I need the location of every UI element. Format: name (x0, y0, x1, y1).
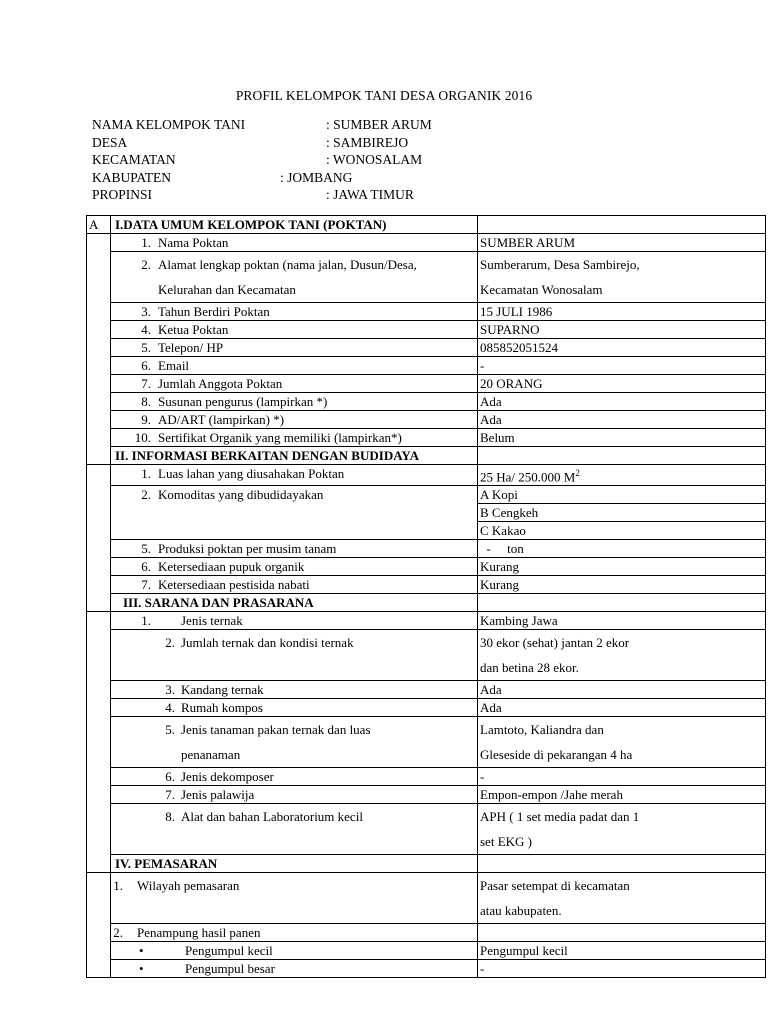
item-value: - (478, 960, 766, 978)
info-row-propinsi (92, 186, 692, 204)
item-value: Empon-empon /Jahe merah (478, 786, 766, 804)
table-row (87, 960, 766, 978)
item-number: 1. (141, 466, 151, 481)
table-row (87, 630, 766, 681)
item-value: dan betina 28 ekor. (480, 660, 579, 676)
item-value: atau kabupaten. (480, 903, 562, 919)
info-label: PROPINSI (92, 187, 153, 202)
table-row (87, 429, 766, 447)
item-number: 9. (141, 412, 151, 427)
table-row (87, 375, 766, 393)
section-title: II. INFORMASI BERKAITAN DENGAN BUDIDAYA (111, 447, 478, 465)
item-value: Ada (478, 681, 766, 699)
item-number: 6. (165, 769, 175, 785)
item-label: Email (158, 358, 190, 373)
info-row-kabupaten (92, 169, 692, 187)
section-row (87, 594, 766, 612)
info-label: KABUPATEN (92, 169, 172, 185)
item-value: - ton (478, 540, 766, 558)
superscript: 2 (575, 468, 580, 478)
item-value: SUMBER ARUM (478, 234, 766, 252)
item-label: Pengumpul besar (185, 961, 275, 977)
item-label: Pengumpul kecil (185, 943, 273, 959)
header-info (92, 116, 692, 204)
info-value: : SUMBER ARUM (326, 117, 432, 132)
item-label: Tahun Berdiri Poktan (158, 304, 270, 319)
info-row-nama (92, 116, 692, 134)
item-number: 10. (134, 430, 151, 445)
section-title: I.DATA UMUM KELOMPOK TANI (POKTAN) (111, 216, 478, 234)
table-row (87, 234, 766, 252)
item-value: - (478, 357, 766, 375)
item-number: 2. (165, 635, 175, 651)
table-row (87, 924, 766, 942)
item-value: set EKG ) (480, 834, 532, 850)
item-value: 15 JULI 1986 (478, 303, 766, 321)
table-row (87, 411, 766, 429)
item-label: Ketersediaan pupuk organik (158, 559, 305, 575)
item-value: SUPARNO (478, 321, 766, 339)
section-letter: A (87, 216, 111, 234)
section-row (87, 855, 766, 873)
item-value: 25 Ha/ 250.000 M (480, 469, 576, 485)
item-label: Komoditas yang dibudidayakan (158, 487, 324, 503)
item-label: Luas lahan yang diusahakan Poktan (158, 466, 345, 481)
item-number: 2. (141, 257, 151, 272)
table-row (87, 717, 766, 768)
table-row (87, 681, 766, 699)
item-value: Sumberarum, Desa Sambirejo, (480, 257, 640, 272)
item-value: 20 ORANG (478, 375, 766, 393)
table-row (87, 558, 766, 576)
item-number: 5. (141, 541, 151, 557)
item-value: Pengumpul kecil (478, 942, 766, 960)
item-number: 8. (141, 394, 151, 409)
item-number: 6. (141, 559, 151, 575)
item-label: Jumlah ternak dan kondisi ternak (181, 635, 354, 651)
item-label: penanaman (181, 747, 241, 763)
table-row (87, 942, 766, 960)
item-label: Kandang ternak (181, 682, 264, 698)
item-value: Kambing Jawa (478, 612, 766, 630)
item-number: 4. (141, 322, 151, 337)
info-value: : SAMBIREJO (326, 134, 409, 150)
item-number: 7. (141, 376, 151, 391)
table-row (87, 699, 766, 717)
info-row-desa (92, 134, 692, 152)
profile-table (86, 215, 766, 978)
info-row-kecamatan (92, 151, 692, 169)
item-label: Wilayah pemasaran (137, 878, 240, 894)
item-label: Jenis tanaman pakan ternak dan luas (181, 722, 371, 738)
table-row (87, 612, 766, 630)
item-number: 2. (113, 925, 123, 941)
table-row (87, 339, 766, 357)
section-title: IV. PEMASARAN (111, 855, 478, 873)
section-row (87, 216, 766, 234)
item-label: Kelurahan dan Kecamatan (158, 282, 296, 297)
info-value: : JOMBANG (280, 169, 353, 185)
table-row (87, 873, 766, 924)
item-label: Jenis ternak (181, 613, 243, 629)
item-value: C Kakao (478, 522, 766, 540)
item-number: 4. (165, 700, 175, 716)
table-row (87, 786, 766, 804)
table-row (87, 393, 766, 411)
info-value: : JAWA TIMUR (326, 187, 414, 202)
table-row (87, 804, 766, 855)
item-label: Ketersediaan pestisida nabati (158, 577, 310, 593)
item-number: 3. (165, 682, 175, 698)
item-value: Belum (478, 429, 766, 447)
info-label: KECAMATAN (92, 152, 176, 167)
item-label: AD/ART (lampirkan) *) (158, 412, 285, 427)
table-row (87, 303, 766, 321)
item-number: 3. (141, 304, 151, 319)
info-value: : WONOSALAM (326, 152, 423, 167)
item-value: Ada (478, 393, 766, 411)
item-number: 5. (165, 722, 175, 738)
info-label: NAMA KELOMPOK TANI (92, 117, 246, 132)
item-value: 30 ekor (sehat) jantan 2 ekor (480, 635, 630, 651)
info-label: DESA (92, 134, 128, 150)
item-label: Susunan pengurus (lampirkan *) (158, 394, 328, 409)
item-number: 1. (141, 613, 151, 629)
item-value: Ada (478, 699, 766, 717)
item-number: 8. (165, 809, 175, 825)
table-row (87, 576, 766, 594)
item-number: 2. (141, 487, 151, 503)
item-number: 1. (141, 235, 151, 250)
item-label: Sertifikat Organik yang memiliki (lampirkan*) (158, 430, 402, 445)
item-label: Produksi poktan per musim tanam (158, 541, 337, 557)
item-value: B Cengkeh (478, 504, 766, 522)
item-label: Jumlah Anggota Poktan (158, 376, 283, 391)
item-label: Alat dan bahan Laboratorium kecil (181, 809, 363, 825)
item-label: Telepon/ HP (158, 340, 224, 355)
bullet-icon: • (139, 943, 144, 959)
item-value: Lamtoto, Kaliandra dan (480, 722, 604, 738)
item-label: Nama Poktan (158, 235, 229, 250)
item-value: - (478, 768, 766, 786)
item-value: Ada (478, 411, 766, 429)
section-title: III. SARANA DAN PRASARANA (111, 594, 478, 612)
item-value: Gleseside di pekarangan 4 ha (480, 747, 633, 763)
item-value: Pasar setempat di kecamatan (480, 878, 630, 894)
item-label: Rumah kompos (181, 700, 263, 716)
item-label: Jenis palawija (181, 787, 255, 803)
table-row (87, 768, 766, 786)
item-value: APH ( 1 set media padat dan 1 (480, 809, 640, 825)
item-number: 1. (113, 878, 123, 894)
item-value: Kurang (478, 576, 766, 594)
item-number: 5. (141, 340, 151, 355)
item-number: 6. (141, 358, 151, 373)
table-row (87, 465, 766, 486)
item-value: 085852051524 (478, 339, 766, 357)
item-label: Penampung hasil panen (137, 925, 261, 941)
table-row (87, 540, 766, 558)
item-label: Ketua Poktan (158, 322, 229, 337)
item-value: Kurang (478, 558, 766, 576)
table-row (87, 321, 766, 339)
table-row (87, 357, 766, 375)
item-value: Kecamatan Wonosalam (480, 282, 603, 297)
table-row (87, 486, 766, 504)
item-number: 7. (165, 787, 175, 803)
section-row (87, 447, 766, 465)
item-label: Jenis dekomposer (181, 769, 274, 785)
item-value: A Kopi (478, 486, 766, 504)
bullet-icon: • (139, 961, 144, 977)
page-title: PROFIL KELOMPOK TANI DESA ORGANIK 2016 (235, 88, 533, 103)
table-row (87, 252, 766, 303)
item-label: Alamat lengkap poktan (nama jalan, Dusun/Desa, (158, 257, 417, 272)
item-number: 7. (141, 577, 151, 593)
